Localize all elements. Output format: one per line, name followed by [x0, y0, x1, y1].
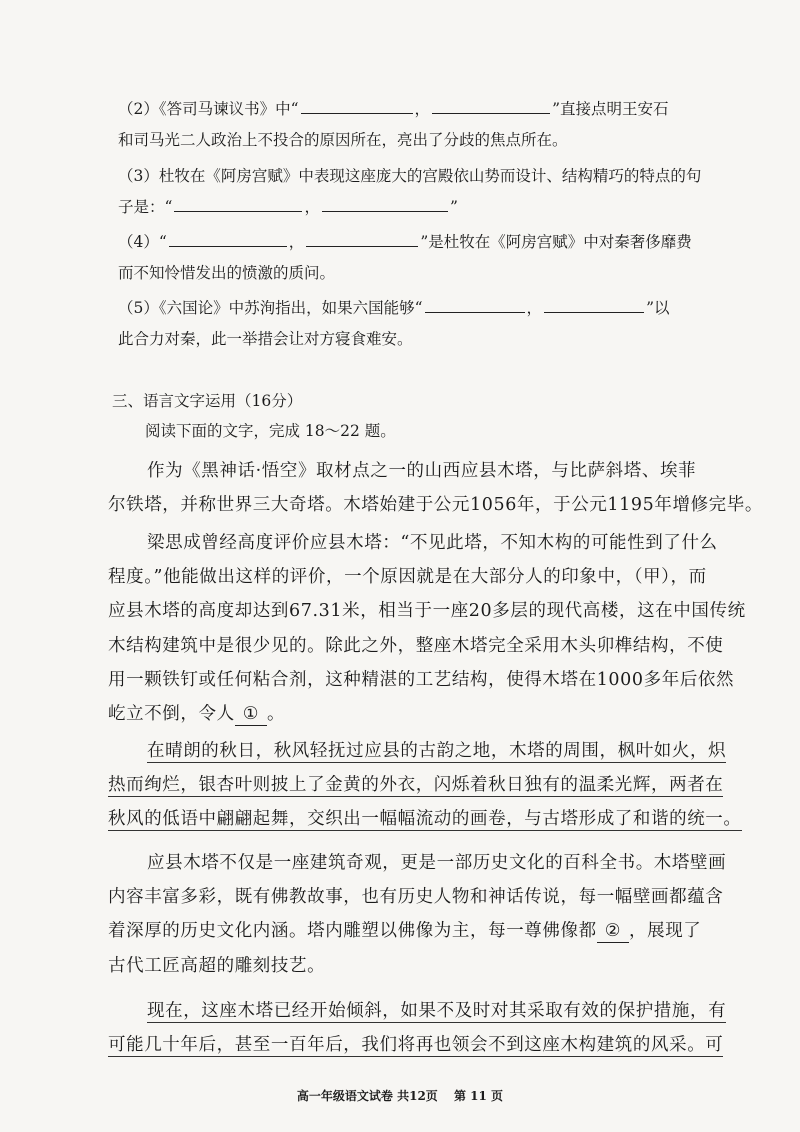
q5-blank-1 [425, 298, 525, 313]
footer-title: 高一年级语文试卷 共12页 [296, 1089, 438, 1103]
p4-line3-end: ，展现了 [629, 921, 702, 941]
passage-p4-line2: 内容丰富多彩，既有佛教故事，也有历史人物和神话传说，每一幅壁画都蕴含 [108, 887, 724, 907]
passage-p4-line1: 应县木塔不仅是一座建筑奇观，更是一部历史文化的百科全书。木塔壁画 [147, 853, 727, 873]
q2-text-a: （2）《答司马谏议书》中“ [118, 100, 299, 118]
p3-line1-text: 在晴朗的秋日，秋风轻抚过应县的古韵之地，木塔的周围，枫叶如火，炽 [147, 741, 727, 761]
footer-page-number: 第 11 页 [454, 1089, 504, 1103]
passage-p2-line2: 程度。”他能做出这样的评价，一个原因就是在大部分人的印象中，（甲），而 [108, 567, 707, 587]
q5-line2: 此合力对秦，此一举措会让对方寝食难安。 [118, 330, 413, 348]
q3-blank-1 [174, 197, 302, 212]
blank-2: ② [597, 920, 629, 943]
q4-blank-2 [306, 232, 418, 247]
q3-line1: （3）杜牧在《阿房宫赋》中表现这座庞大的宫殿依山势而设计、结构精巧的特点的句 [118, 167, 702, 185]
passage-p2-line4: 木结构建筑中是很少见的。除此之外，整座木塔完全采用木头卯榫结构，不使 [108, 636, 724, 656]
section3-heading: 三、语言文字运用（16分） [112, 392, 303, 410]
passage-p3-line2 [108, 774, 723, 796]
q3-text-c: ” [449, 198, 458, 216]
q2-blank-2 [432, 99, 550, 114]
passage-p1-line1: 作为《黑神话·悟空》取材点之一的山西应县木塔，与比萨斜塔、埃菲 [147, 461, 697, 481]
p4-line3-text: 着深厚的历史文化内涵。塔内雕塑以佛像为主，每一尊佛像都 [108, 921, 597, 941]
passage-p3-line1 [147, 740, 726, 762]
q2-text-c: ”直接点明王安石 [552, 100, 669, 118]
p2-line6-end: 。 [267, 704, 286, 724]
passage-p2-line6 [108, 703, 285, 726]
q3-line2 [118, 196, 458, 218]
q5-text-c: ”以 [646, 299, 670, 317]
p5-line1-text: 现在，这座木塔已经开始倾斜，如果不及时对其采取有效的保护措施，有 [147, 1001, 727, 1021]
q2-line2: 和司马光二人政治上不投合的原因所在，亮出了分歧的焦点所在。 [118, 131, 568, 149]
passage-p4-line4: 古代工匠高超的雕刻技艺。 [108, 956, 326, 976]
q5-text-a: （5）《六国论》中苏洵指出，如果六国能够“ [118, 299, 423, 317]
q4-text-c: ”是杜牧在《阿房宫赋》中对秦奢侈靡费 [420, 233, 692, 251]
passage-p5-line1 [147, 1000, 726, 1022]
section3-instruction: 阅读下面的文字，完成 18～22 题。 [145, 422, 396, 440]
q5-blank-2 [544, 298, 644, 313]
q5-text-b: ， [526, 299, 543, 317]
q5-line1 [118, 297, 670, 319]
q4-line2: 而不知怜惜发出的愤激的质问。 [118, 264, 336, 282]
passage-p2-line5: 用一颗铁钉或任何粘合剂，这种精湛的工艺结构，使得木塔在1000多年后依然 [108, 670, 735, 690]
blank-1: ① [235, 703, 267, 726]
p3-line3-text: 秋风的低语中翩翩起舞，交织出一幅幅流动的画卷，与古塔形成了和谐的统一。 [108, 809, 742, 829]
q3-blank-2 [322, 197, 448, 212]
q4-text-b: ， [288, 233, 305, 251]
q4-blank-1 [169, 232, 287, 247]
q2-text-b: ， [414, 100, 431, 118]
q3-text-b: ， [304, 198, 320, 216]
page-footer [0, 1087, 800, 1104]
p3-line2-text: 热而绚烂，银杏叶则披上了金黄的外衣，闪烁着秋日独有的温柔光辉，两者在 [108, 775, 724, 795]
p2-line6-text: 屹立不倒，令人 [108, 704, 235, 724]
passage-p1-line2: 尔铁塔，并称世界三大奇塔。木塔始建于公元1056年，于公元1195年增修完毕。 [108, 495, 763, 515]
q4-line1 [118, 231, 692, 253]
p5-line2-text: 可能几十年后，甚至一百年后，我们将再也领会不到这座木构建筑的风采。可 [108, 1035, 724, 1055]
q2-blank-1 [301, 99, 413, 114]
passage-p2-line3: 应县木塔的高度却达到67.31米，相当于一座20多层的现代高楼，这在中国传统 [108, 601, 746, 621]
passage-p5-line2 [108, 1034, 723, 1056]
q4-text-a: （4）“ [118, 233, 167, 251]
q2-line1 [118, 98, 669, 120]
passage-p4-line3 [108, 920, 701, 943]
passage-p2-line1: 梁思成曾经高度评价应县木塔：“不见此塔，不知木构的可能性到了什么 [147, 533, 718, 553]
q3-text-a: 子是：“ [118, 198, 173, 216]
passage-p3-line3 [108, 808, 742, 830]
